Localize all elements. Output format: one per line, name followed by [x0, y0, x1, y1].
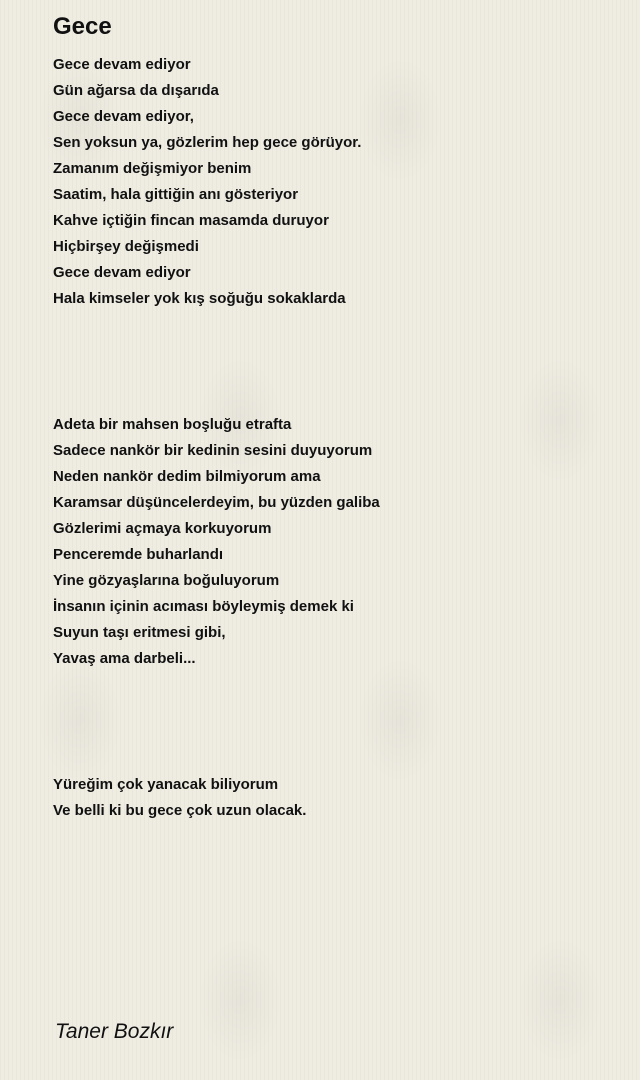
poem-line: Yine gözyaşlarına boğuluyorum: [53, 572, 280, 589]
poem-line: Ve belli ki bu gece çok uzun olacak.: [53, 802, 307, 819]
poem-line: Yavaş ama darbeli...: [53, 650, 196, 667]
poem-line: Gece devam ediyor: [53, 56, 191, 73]
poem-line: Karamsar düşüncelerdeyim, bu yüzden galiba: [53, 494, 380, 511]
stanza-3: [53, 772, 306, 824]
poem-line: Penceremde buharlandı: [53, 546, 224, 563]
poem-line: Sadece nankör bir kedinin sesini duyuyorum: [53, 442, 373, 459]
poem-line: Kahve içtiğin fincan masamda duruyor: [53, 212, 329, 229]
stanza-2: [53, 412, 380, 672]
poem-line: Hiçbirşey değişmedi: [53, 238, 199, 255]
poem-line: Saatim, hala gittiğin anı gösteriyor: [53, 186, 299, 203]
poem-line: Gözlerimi açmaya korkuyorum: [53, 520, 272, 537]
poem-line: Yüreğim çok yanacak biliyorum: [53, 776, 279, 793]
poem-line: Sen yoksun ya, gözlerim hep gece görüyor.: [53, 134, 362, 151]
poem-line: Gece devam ediyor: [53, 264, 191, 281]
poem-line: İnsanın içinin acıması böyleymiş demek ki: [53, 598, 354, 615]
poem-line: Neden nankör dedim bilmiyorum ama: [53, 468, 321, 485]
poem-line: Gün ağarsa da dışarıda: [53, 82, 219, 99]
poem-line: Gece devam ediyor,: [53, 108, 194, 125]
poem-line: Zamanım değişmiyor benim: [53, 160, 252, 177]
poem-line: Hala kimseler yok kış soğuğu sokaklarda: [53, 290, 346, 307]
stanza-1: [53, 52, 361, 312]
poem-line: Suyun taşı eritmesi gibi,: [53, 624, 226, 641]
poem-author: Taner Bozkır: [55, 1020, 174, 1043]
poem-title: Gece: [53, 13, 112, 40]
poem-line: Adeta bir mahsen boşluğu etrafta: [53, 416, 292, 433]
